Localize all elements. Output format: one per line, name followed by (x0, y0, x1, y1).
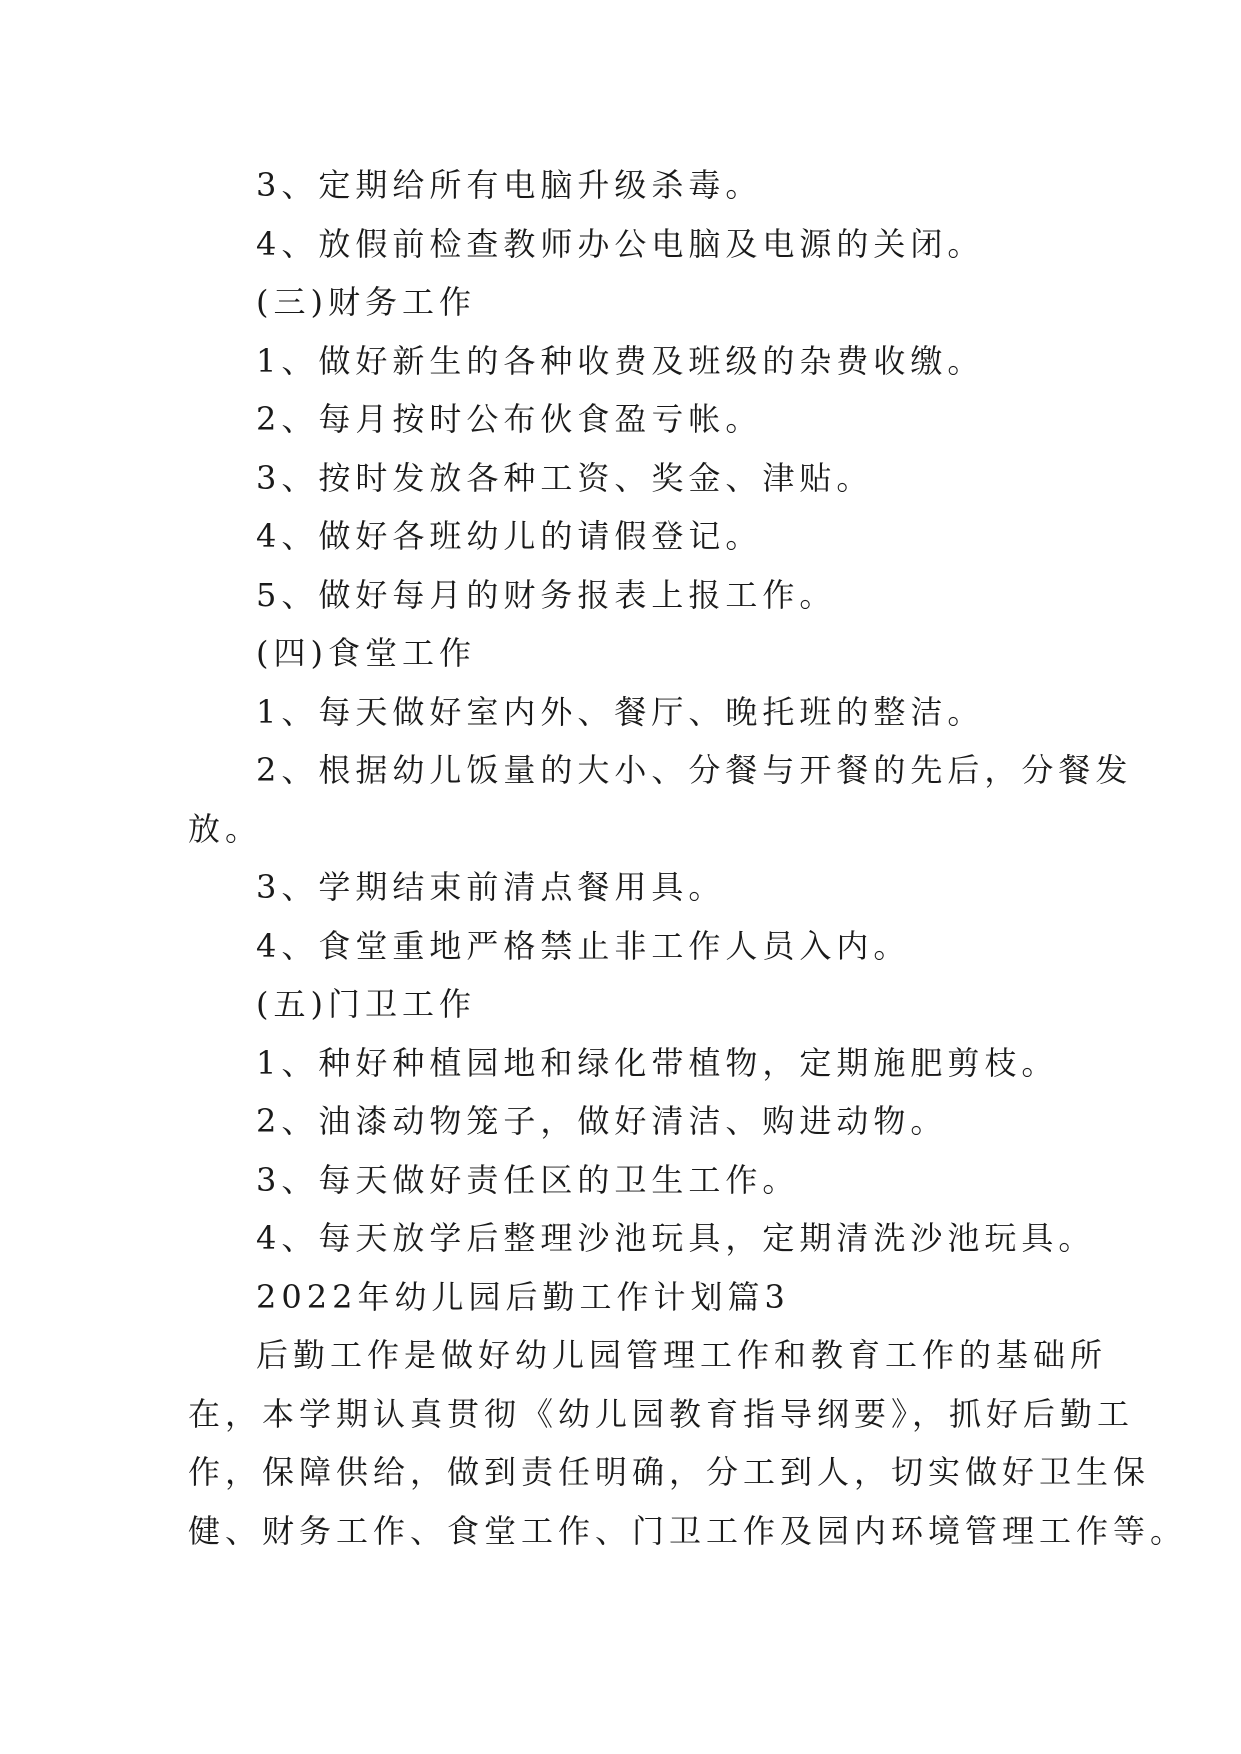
item-financial-reports: 5、做好每月的财务报表上报工作。 (256, 575, 837, 614)
item-area-hygiene: 3、每天做好责任区的卫生工作。 (256, 1160, 800, 1199)
item-cleanliness: 1、每天做好室内外、餐厅、晚托班的整洁。 (256, 692, 985, 731)
section-heading-canteen: (四)食堂工作 (256, 634, 476, 672)
item-canteen-access: 4、食堂重地严格禁止非工作人员入内。 (256, 926, 911, 965)
section-heading-gatekeeper: (五)门卫工作 (256, 985, 476, 1023)
intro-paragraph-line-1: 后勤工作是做好幼儿园管理工作和教育工作的基础所 (256, 1336, 1108, 1374)
intro-paragraph-line-3: 作，保障供给，做到责任明确，分工到人，切实做好卫生保 (188, 1453, 1151, 1491)
item-animal-cages: 2、油漆动物笼子，做好清洁、购进动物。 (256, 1102, 948, 1140)
intro-paragraph-line-4: 健、财务工作、食堂工作、门卫工作及园内环境管理工作等。 (188, 1511, 1188, 1550)
item-computer-antivirus: 3、定期给所有电脑升级杀毒。 (256, 166, 763, 204)
section-heading-finance: (三)财务工作 (256, 283, 476, 321)
item-fees: 1、做好新生的各种收费及班级的杂费收缴。 (256, 341, 985, 380)
item-tableware: 3、学期结束前清点餐用具。 (256, 868, 726, 906)
item-meal-distribution: 2、根据幼儿饭量的大小、分餐与开餐的先后，分餐发 (256, 751, 1133, 789)
plan-title: 2022年幼儿园后勤工作计划篇3 (256, 1277, 790, 1316)
item-planting: 1、种好种植园地和绿化带植物，定期施肥剪枝。 (256, 1043, 1059, 1082)
item-meal-distribution-cont: 放。 (188, 809, 263, 848)
item-meal-accounts: 2、每月按时公布伙食盈亏帐。 (256, 400, 763, 438)
item-sandpit: 4、每天放学后整理沙池玩具，定期清洗沙池玩具。 (256, 1219, 1096, 1257)
item-power-check: 4、放假前检查教师办公电脑及电源的关闭。 (256, 224, 985, 263)
document-body (188, 156, 1188, 1560)
item-salaries: 3、按时发放各种工资、奖金、津贴。 (256, 458, 874, 497)
intro-paragraph-line-2: 在，本学期认真贯彻《幼儿园教育指导纲要》，抓好后勤工 (188, 1394, 1135, 1433)
item-leave-register: 4、做好各班幼儿的请假登记。 (256, 517, 763, 555)
